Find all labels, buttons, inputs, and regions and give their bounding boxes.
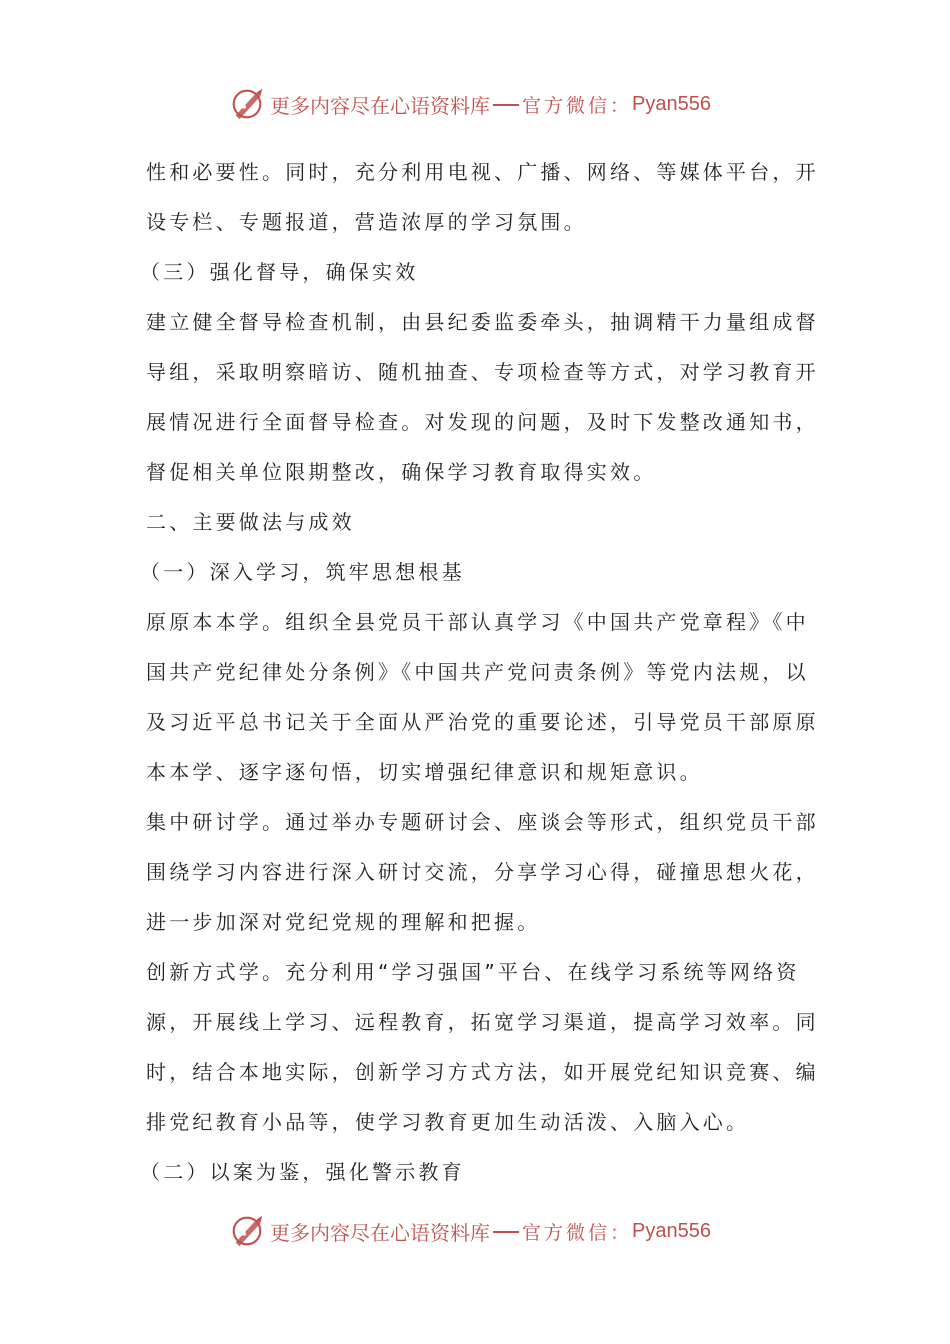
- text-line: 国共产党纪律处分条例》《中国共产党问责条例》等党内法规，以: [146, 660, 809, 684]
- text-line: 设专栏、专题报道，营造浓厚的学习氛围。: [146, 210, 587, 234]
- wechat-id: Pyan556: [632, 92, 711, 115]
- text-line: 围绕学习内容进行深入研讨交流，分享学习心得，碰撞思想火花，: [146, 860, 819, 884]
- text-line: 建立健全督导检查机制，由县纪委监委牵头，抽调精干力量组成督: [146, 310, 819, 334]
- wechat-label: 官方微信：: [522, 94, 633, 117]
- text-line: 展情况进行全面督导检查。对发现的问题，及时下发整改通知书，: [146, 410, 819, 434]
- pen-nib-logo-icon: [228, 85, 266, 123]
- section-heading: （三）强化督导，确保实效: [140, 260, 419, 284]
- text-line: 排党纪教育小品等，使学习教育更加生动活泼、入脑入心。: [146, 1110, 750, 1134]
- text-line: 进一步加深对党纪党规的理解和把握。: [146, 910, 541, 934]
- text-line: 集中研讨学。通过举办专题研讨会、座谈会等形式，组织党员干部: [146, 810, 819, 834]
- text-line: 及习近平总书记关于全面从严治党的重要论述，引导党员干部原原: [146, 710, 819, 734]
- wechat-label: 官方微信：: [522, 1221, 633, 1244]
- text-line: 源，开展线上学习、远程教育，拓宽学习渠道，提高学习效率。同: [146, 1010, 819, 1034]
- text-line: 时，结合本地实际，创新学习方式方法，如开展党纪知识竞赛、编: [146, 1060, 819, 1084]
- separator-dash: [493, 104, 519, 106]
- text-line: 原原本本学。组织全县党员干部认真学习《中国共产党章程》《中: [146, 610, 809, 634]
- footer-watermark-banner: [228, 1211, 711, 1251]
- site-name: 更多内容尽在心语资料库: [270, 93, 490, 118]
- section-heading: （二）以案为鉴，强化警示教育: [140, 1160, 465, 1184]
- section-heading: （一）深入学习，筑牢思想根基: [140, 560, 465, 584]
- site-name: 更多内容尽在心语资料库: [270, 1220, 490, 1245]
- chapter-heading: 二、主要做法与成效: [146, 510, 355, 534]
- text-line: 本本学、逐字逐句悟，切实增强纪律意识和规矩意识。: [146, 760, 703, 784]
- separator-dash: [493, 1231, 519, 1233]
- text-line: 创新方式学。充分利用“学习强国”平台、在线学习系统等网络资: [146, 960, 800, 984]
- pen-nib-logo-icon: [228, 1212, 266, 1250]
- text-line: 导组，采取明察暗访、随机抽查、专项检查等方式，对学习教育开: [146, 360, 819, 384]
- text-line: 督促相关单位限期整改，确保学习教育取得实效。: [146, 460, 657, 484]
- wechat-id: Pyan556: [632, 1219, 711, 1242]
- document-body: [140, 147, 819, 1197]
- header-watermark-banner: [228, 84, 711, 124]
- text-line: 性和必要性。同时，充分利用电视、广播、网络、等媒体平台，开: [146, 160, 819, 184]
